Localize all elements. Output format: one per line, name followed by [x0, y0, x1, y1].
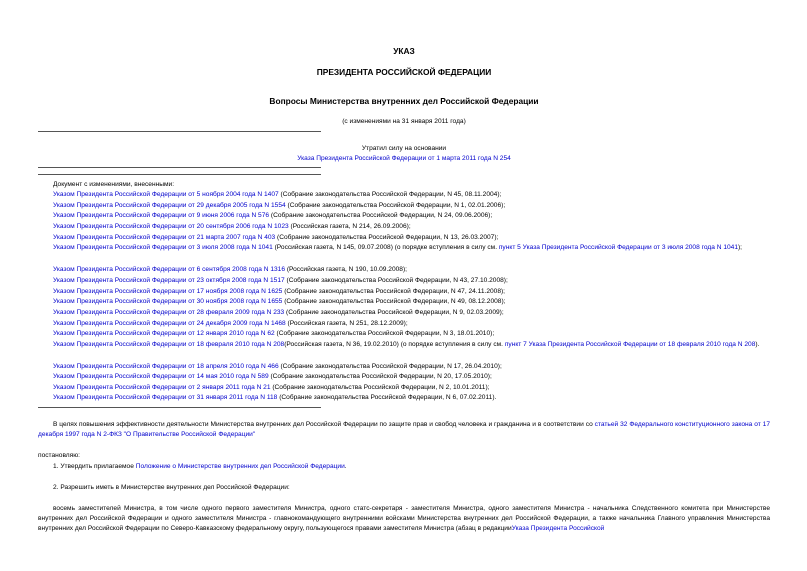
clause-2: 2. Разрешить иметь в Министерстве внутренних дел Российской Федерации: [53, 484, 290, 491]
amendment-item [53, 362, 502, 372]
amendment-item [53, 287, 505, 297]
amendment-link[interactable]: Указом Президента Российской Федерации от 18 апреля 2010 года N 466 [53, 363, 279, 370]
amendment-source: (Собрание законодательства Российской Федерации, N 24, 09.06.2006); [269, 212, 493, 219]
amendment-item [53, 383, 490, 393]
amendment-link[interactable]: Указом Президента Российской Федерации от 5 ноября 2004 года N 1407 [53, 191, 279, 198]
amendment-link[interactable]: Указом Президента Российской Федерации от 3 июля 2008 года N 1041 [53, 244, 273, 251]
amendment-item [53, 222, 411, 232]
amendment-link[interactable]: Указом Президента Российской Федерации от 12 января 2010 года N 62 [53, 330, 275, 337]
amendment-source: (Собрание законодательства Российской Федерации, N 20, 17.05.2010); [268, 373, 492, 380]
amendment-link[interactable]: Указом Президента Российской Федерации от 28 февраля 2009 года N 233 [53, 309, 285, 316]
amendment-link[interactable]: Указом Президента Российской Федерации от 21 марта 2007 года N 403 [53, 234, 276, 241]
deputies-paragraph [38, 504, 770, 535]
amendment-item [53, 308, 504, 318]
amendment-clause-link[interactable]: пункт 5 Указа Президента Российской Федерации от 3 июля 2008 года N 1041 [498, 244, 738, 251]
amendment-item [38, 243, 770, 253]
amendment-clause-link[interactable]: пункт 7 Указа Президента Российской Федерации от 18 февраля 2010 года N 208 [504, 341, 756, 348]
amendment-link[interactable]: Указом Президента Российской Федерации от 6 сентября 2008 года N 1316 [53, 266, 285, 273]
amendment-source: (Собрание законодательства Российской Федерации, N 45, 08.11.2004); [278, 191, 502, 198]
amendment-link[interactable]: Указом Президента Российской Федерации от 18 февраля 2010 года N 208 [53, 341, 285, 348]
amendment-link[interactable]: Указом Президента Российской Федерации от 20 сентября 2006 года N 1023 [53, 223, 289, 230]
clause-1 [53, 462, 347, 472]
decree-word: постановляю: [38, 452, 81, 459]
amendment-source: (Российская газета, N 214, 26.09.2006); [288, 223, 411, 230]
amendment-item [53, 190, 501, 200]
deputies-link[interactable]: Указа Президента Российской [511, 525, 605, 533]
preamble-text: В целях повышения эффективности деятельности Министерства внутренних дел Российской Федерации по защите прав и свобод человека и гражданина и в соответствии со [53, 421, 595, 428]
amendment-link[interactable]: Указом Президента Российской Федерации от 31 января 2011 года N 118 [53, 394, 278, 401]
amendment-item [53, 372, 492, 382]
annulled-note: Утратил силу на основании [361, 145, 447, 152]
amendment-item [53, 319, 408, 329]
revision-note: (с изменениями на 31 января 2011 года) [342, 118, 466, 125]
amendment-source-end: ); [737, 244, 743, 251]
amendment-source: (Собрание законодательства Российской Федерации, N 49, 08.12.2008); [282, 298, 506, 305]
amendment-item [53, 276, 508, 286]
amendment-source: (Собрание законодательства Российской Федерации, N 6, 07.02.2011). [277, 394, 497, 401]
issuer-title: ПРЕЗИДЕНТА РОССИЙСКОЙ ФЕДЕРАЦИИ [316, 67, 492, 77]
amendment-link[interactable]: Указом Президента Российской Федерации от 29 декабря 2005 года N 1554 [53, 202, 286, 209]
deputies-text: восемь заместителей Министра, в том числе одного первого заместителя Министра, одного статс-секретаря - заместителя Министра, одного заместителя Министра - начальника Следственного комитета при Министерстве внутренних дел Российской Федерации и одного заместителя Министра - главнокомандующего внутренними войсками Министерства внутренних дел Российской Федерации, а также начальника Главного управления Министерства внутренних дел Российской Федерации по Северо-Кавказскому федеральному округу, пользующегося правами заместителя Министра (абзац в редакции [38, 505, 770, 533]
amendments-intro: Документ с изменениями, внесенными: [53, 181, 175, 188]
amendment-item [53, 297, 506, 307]
divider [38, 131, 321, 132]
amendment-link[interactable]: Указом Президента Российской Федерации от 2 января 2011 года N 21 [53, 384, 271, 391]
amendment-link[interactable]: Указом Президента Российской Федерации от 17 ноября 2008 года N 1625 [53, 288, 283, 295]
amendment-source-end: ). [755, 341, 760, 348]
amendment-source: (Собрание законодательства Российской Федерации, N 43, 27.10.2008); [284, 277, 508, 284]
amendment-item [53, 233, 498, 243]
amendment-source: (Собрание законодательства Российской Федерации, N 47, 24.11.2008); [282, 288, 506, 295]
amendment-item [53, 393, 496, 403]
amendment-link[interactable]: Указом Президента Российской Федерации от 23 октября 2008 года N 1517 [53, 277, 285, 284]
amendment-source: (Собрание законодательства Российской Федерации, N 13, 26.03.2007); [275, 234, 499, 241]
amendment-source: (Российская газета, N 251, 28.12.2009); [285, 320, 408, 327]
amendment-source: (Собрание законодательства Российской Федерации, N 3, 18.01.2010); [274, 330, 495, 337]
amendment-item [53, 211, 492, 221]
amendment-source: (Собрание законодательства Российской Федерации, N 1, 02.01.2006); [285, 202, 506, 209]
annulled-link[interactable]: Указа Президента Российской Федерации от 1 марта 2011 года N 254 [297, 155, 511, 162]
amendment-source: (Собрание законодательства Российской Федерации, N 2, 10.01.2011); [270, 384, 490, 391]
divider [38, 167, 321, 168]
doc-type-title: УКАЗ [393, 46, 415, 56]
clause-1-end: . [344, 463, 347, 470]
clause-1-text: 1. Утвердить прилагаемое [53, 463, 136, 470]
amendment-source: (Российская газета, N 36, 19.02.2010) (о порядке вступления в силу см. [284, 341, 505, 348]
amendment-link[interactable]: Указом Президента Российской Федерации от 30 ноября 2008 года N 1655 [53, 298, 283, 305]
divider [38, 407, 321, 408]
amendment-item [38, 340, 770, 350]
amendment-item [53, 201, 505, 211]
amendment-item [53, 265, 407, 275]
amendment-link[interactable]: Указом Президента Российской Федерации от 14 мая 2010 года N 589 [53, 373, 269, 380]
amendment-source: (Российская газета, N 145, 09.07.2008) (о порядке вступления в силу см. [272, 244, 499, 251]
amendment-source: (Российская газета, N 190, 10.09.2008); [285, 266, 407, 273]
preamble-law-link[interactable]: статьей 32 Федерального конституционного закона от 17 декабря 1997 года N 2-ФКЗ "О Правительстве Российской Федерации" [38, 421, 770, 439]
doc-subject: Вопросы Министерства внутренних дел Российской Федерации [269, 96, 539, 106]
amendment-source: (Собрание законодательства Российской Федерации, N 17, 26.04.2010); [278, 363, 502, 370]
divider [38, 174, 321, 175]
amendment-link[interactable]: Указом Президента Российской Федерации от 9 июня 2006 года N 576 [53, 212, 270, 219]
amendment-link[interactable]: Указом Президента Российской Федерации от 24 декабря 2009 года N 1468 [53, 320, 286, 327]
amendment-item [53, 329, 494, 339]
regulation-link[interactable]: Положение о Министерстве внутренних дел Российской Федерации [135, 463, 345, 470]
amendment-source: (Собрание законодательства Российской Федерации, N 9, 02.03.2009); [284, 309, 504, 316]
preamble-paragraph [38, 420, 770, 440]
